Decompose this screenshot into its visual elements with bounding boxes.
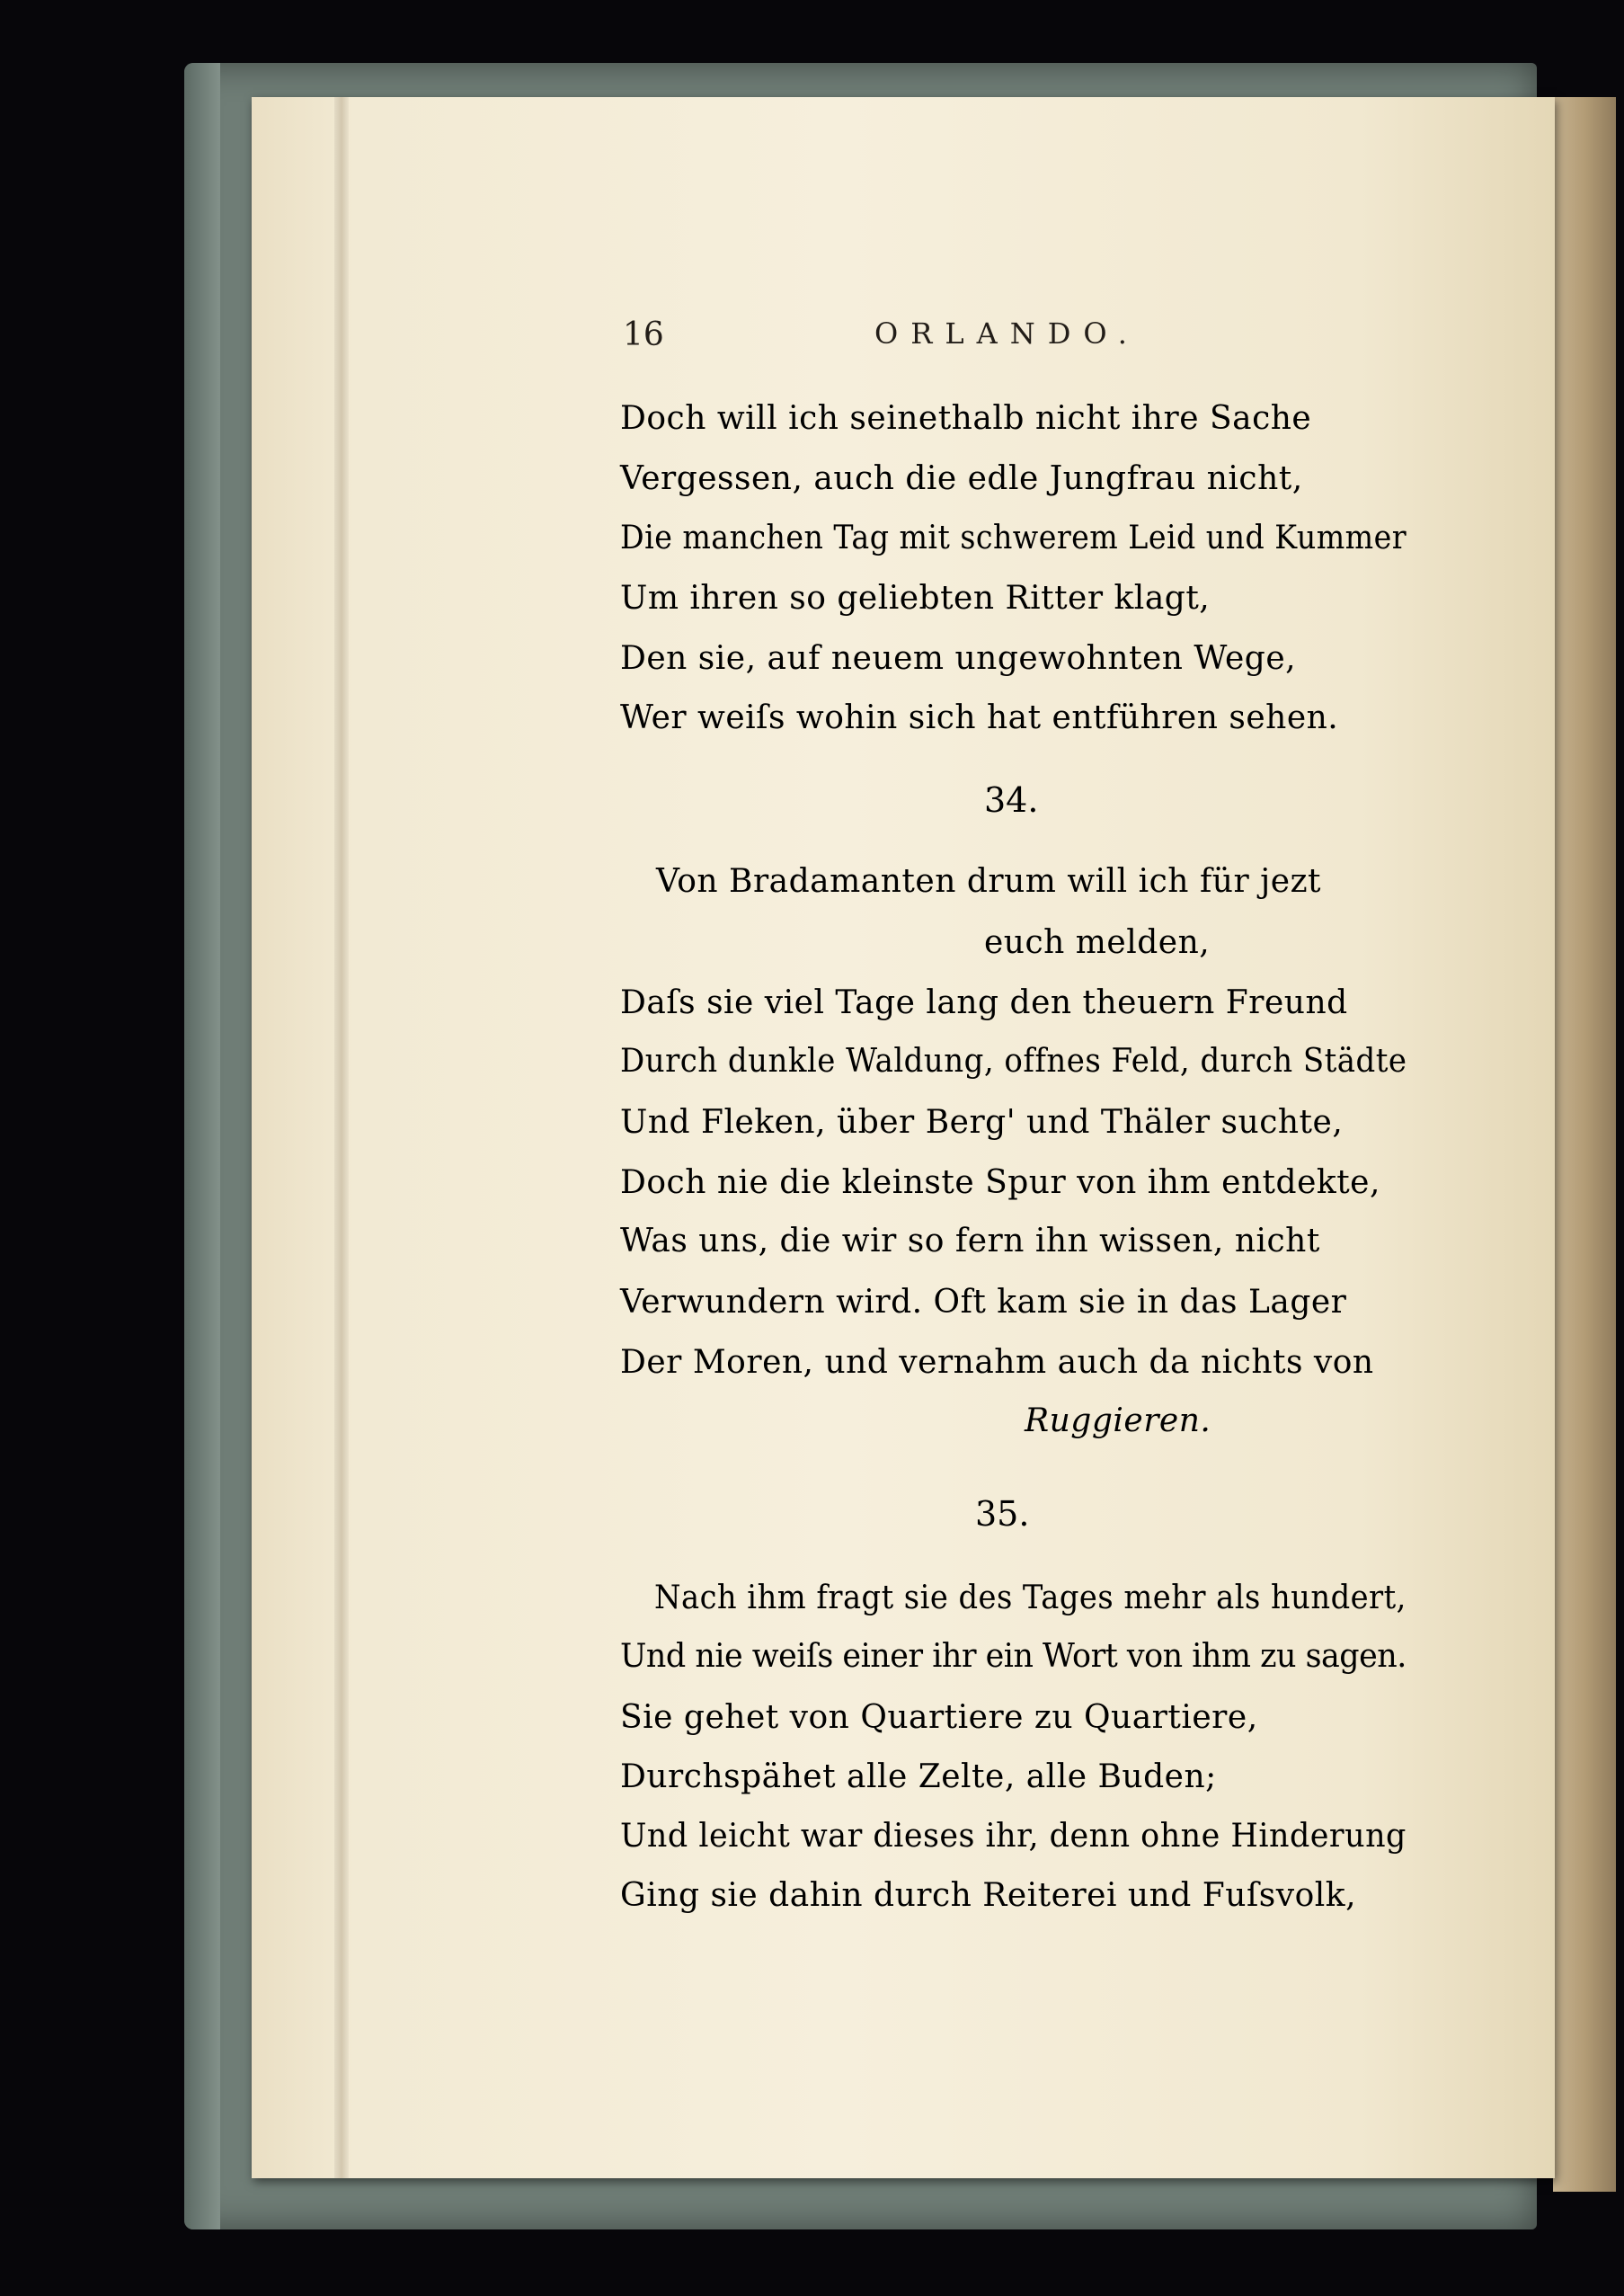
page-gutter-fold <box>334 97 349 2178</box>
verse-line: Vergessen, auch die edle Jungfrau nicht, <box>620 460 1303 497</box>
verse-line: Doch will ich seinethalb nicht ihre Sache <box>620 400 1312 437</box>
verse-line: Und nie weiſs einer ihr ein Wort von ihm zu sagen. <box>620 1638 1407 1675</box>
verse-line: Von Bradamanten drum will ich für jezt <box>656 863 1322 900</box>
stanza-number: 35. <box>975 1494 1030 1534</box>
verse-line: Was uns, die wir so fern ihn wissen, nicht <box>620 1223 1320 1259</box>
running-title: ORLANDO. <box>874 316 1140 351</box>
verse-line: Der Moren, und vernahm auch da nichts von <box>620 1344 1374 1381</box>
verse-line: Daſs sie viel Tage lang den theuern Freund <box>620 984 1348 1021</box>
verse-line: Um ihren so geliebten Ritter klagt, <box>620 580 1211 617</box>
cover-spine-edge <box>184 63 220 2229</box>
verse-line: Sie gehet von Quartiere zu Quartiere, <box>620 1699 1258 1736</box>
verse-line: Wer weiſs wohin sich hat entführen sehen. <box>620 699 1339 736</box>
verse-line: Durch dunkle Waldung, offnes Feld, durch Städte <box>620 1043 1407 1080</box>
verse-line: Nach ihm fragt sie des Tages mehr als hundert, <box>654 1580 1407 1616</box>
verse-line: Doch nie die kleinste Spur von ihm entdekte, <box>620 1164 1380 1201</box>
verse-line: Den sie, auf neuem ungewohnten Wege, <box>620 640 1297 677</box>
stanza-number: 34. <box>984 780 1039 820</box>
page-number: 16 <box>623 316 664 353</box>
verse-line: Und Fleken, über Berg' und Thäler suchte, <box>620 1104 1344 1141</box>
facing-page-edge <box>1553 97 1616 2192</box>
verse-line: Und leicht war dieses ihr, denn ohne Hinderung <box>620 1818 1407 1855</box>
verse-line: euch melden, <box>984 924 1211 961</box>
verse-line: Durchspähet alle Zelte, alle Buden; <box>620 1758 1217 1795</box>
verse-line: Die manchen Tag mit schwerem Leid und Kummer <box>620 520 1407 556</box>
verse-line: Verwundern wird. Oft kam sie in das Lager <box>620 1284 1347 1321</box>
verse-line: Ging sie dahin durch Reiterei und Fuſsvolk, <box>620 1877 1357 1914</box>
verse-line: Ruggieren. <box>1025 1402 1211 1439</box>
